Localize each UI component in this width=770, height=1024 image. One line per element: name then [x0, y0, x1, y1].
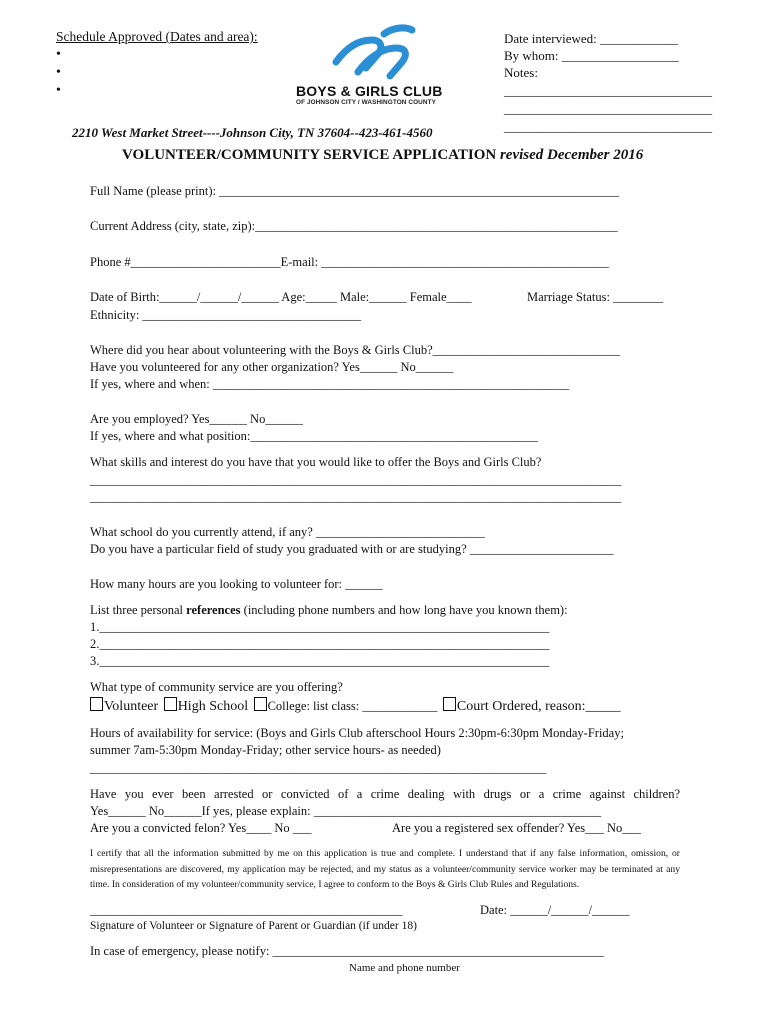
availability-line[interactable]: _________________________________________________________________________: [90, 761, 547, 775]
sex-offender-field[interactable]: Are you a registered sex offender? Yes___ No___: [392, 821, 642, 835]
employed-field[interactable]: Are you employed? Yes______ No______: [90, 412, 303, 426]
field-of-study-field[interactable]: Do you have a particular field of study you graduated with or are studying? _______________________: [90, 542, 614, 556]
club-address: 2210 West Market Street----Johnson City, TN 37604--423-461-4560: [72, 125, 433, 140]
heard-about-field[interactable]: Where did you hear about volunteering with the Boys & Girls Club?______________________________: [90, 343, 621, 357]
skills-line[interactable]: _____________________________________________________________________________________: [90, 490, 622, 504]
full-name-field[interactable]: Full Name (please print): ________________________________________________________________: [90, 184, 620, 198]
skills-question: What skills and interest do you have that you would like to offer the Boys and Girls Club?: [90, 455, 542, 469]
schedule-bullet: [56, 82, 66, 100]
logo-wordmark: BOYS & GIRLS CLUB: [296, 83, 443, 99]
current-address-field[interactable]: Current Address (city, state, zip):__________________________________________________________: [90, 219, 618, 233]
felon-field[interactable]: Are you a convicted felon? Yes____ No ___: [90, 821, 312, 835]
references-text: List three personal: [90, 603, 187, 617]
title-main: VOLUNTEER/COMMUNITY SERVICE APPLICATION: [122, 147, 497, 163]
college-checkbox[interactable]: [254, 697, 267, 711]
arrested-question: Have you ever been arrested or convicted of a crime dealing with drugs or a crime against children?: [90, 787, 680, 801]
service-type-options: [90, 697, 621, 716]
notes-line[interactable]: ________________________________: [504, 83, 712, 98]
references-bold: references: [186, 603, 241, 617]
high-school-checkbox[interactable]: [164, 697, 177, 711]
volunteer-checkbox[interactable]: [90, 697, 103, 711]
availability-text-line1: Hours of availability for service: (Boys and Girls Club afterschool Hours 2:30pm-6:30pm Monday-Friday;: [90, 726, 624, 740]
references-text: (including phone numbers and how long have you known them):: [240, 603, 568, 617]
notes-line[interactable]: ________________________________: [504, 101, 712, 116]
skills-line[interactable]: _____________________________________________________________________________________: [90, 473, 622, 487]
title-revised: revised December 2016: [499, 147, 644, 163]
school-field[interactable]: What school do you currently attend, if any? ___________________________: [90, 525, 485, 539]
schedule-bullet: [56, 64, 66, 82]
reference-line[interactable]: 2.________________________________________________________________________: [90, 637, 550, 651]
notes-line[interactable]: ________________________________: [504, 119, 712, 134]
volunteer-option-label: Volunteer: [104, 699, 159, 714]
dob-age-gender-field[interactable]: Date of Birth:______/______/______ Age:_____ Male:______ Female____: [90, 290, 472, 304]
logo-subtitle: OF JOHNSON CITY / WASHINGTON COUNTY: [296, 99, 436, 106]
schedule-bullet: [56, 46, 66, 64]
court-ordered-checkbox[interactable]: [443, 697, 456, 711]
reference-line[interactable]: 1.________________________________________________________________________: [90, 620, 550, 634]
references-question: [90, 602, 568, 620]
college-option-label: College: list class: ____________: [267, 699, 438, 713]
phone-email-field[interactable]: Phone #________________________E-mail: ______________________________________________: [90, 255, 609, 269]
by-whom-field[interactable]: By whom: __________________: [504, 48, 679, 63]
schedule-approved-label: Schedule Approved (Dates and area):: [56, 29, 258, 44]
certification-statement: I certify that all the information submitted by me on this application is true and complete. I understand that if any false information, omission, or misrepresentations are discovered, my application may be rejected, and my status as a volunteer/community service worker may be terminated at any time. In consideration of my volunteer/community service, I agree to conform to the Boys & Girls Club Rules and Regulations.: [90, 848, 680, 890]
service-type-question: What type of community service are you offering?: [90, 680, 343, 694]
reference-line[interactable]: 3.________________________________________________________________________: [90, 654, 550, 668]
ethnicity-field[interactable]: Ethnicity: ___________________________________: [90, 308, 362, 322]
availability-text-line2: summer 7am-5:30pm Monday-Friday; other service hours- as needed): [90, 743, 441, 757]
volunteered-where-when-field[interactable]: If yes, where and when: _________________________________________________________: [90, 377, 570, 391]
schedule-bullet-list: [56, 46, 66, 100]
court-ordered-option-label: Court Ordered, reason:_____: [456, 699, 621, 714]
page-title: [122, 147, 643, 164]
high-school-option-label: High School: [177, 699, 249, 714]
employment-position-field[interactable]: If yes, where and what position:______________________________________________: [90, 429, 538, 443]
signature-label: Signature of Volunteer or Signature of Parent or Guardian (if under 18): [90, 920, 417, 932]
marriage-status-field[interactable]: Marriage Status: ________: [527, 290, 664, 304]
date-interviewed-field[interactable]: Date interviewed: ____________: [504, 31, 679, 46]
notes-label: Notes:: [504, 65, 538, 80]
emergency-contact-label: Name and phone number: [349, 962, 460, 974]
volunteer-hours-field[interactable]: How many hours are you looking to volunteer for: ______: [90, 577, 383, 591]
volunteered-before-field[interactable]: Have you volunteered for any other organization? Yes______ No______: [90, 360, 454, 374]
signature-line[interactable]: __________________________________________________: [90, 903, 403, 917]
emergency-contact-field[interactable]: In case of emergency, please notify: _____________________________________________________: [90, 944, 604, 958]
signature-date-field[interactable]: Date: ______/______/______: [480, 903, 630, 917]
arrested-answer-field[interactable]: Yes______ No______If yes, please explain: ______________________________________________: [90, 804, 602, 818]
